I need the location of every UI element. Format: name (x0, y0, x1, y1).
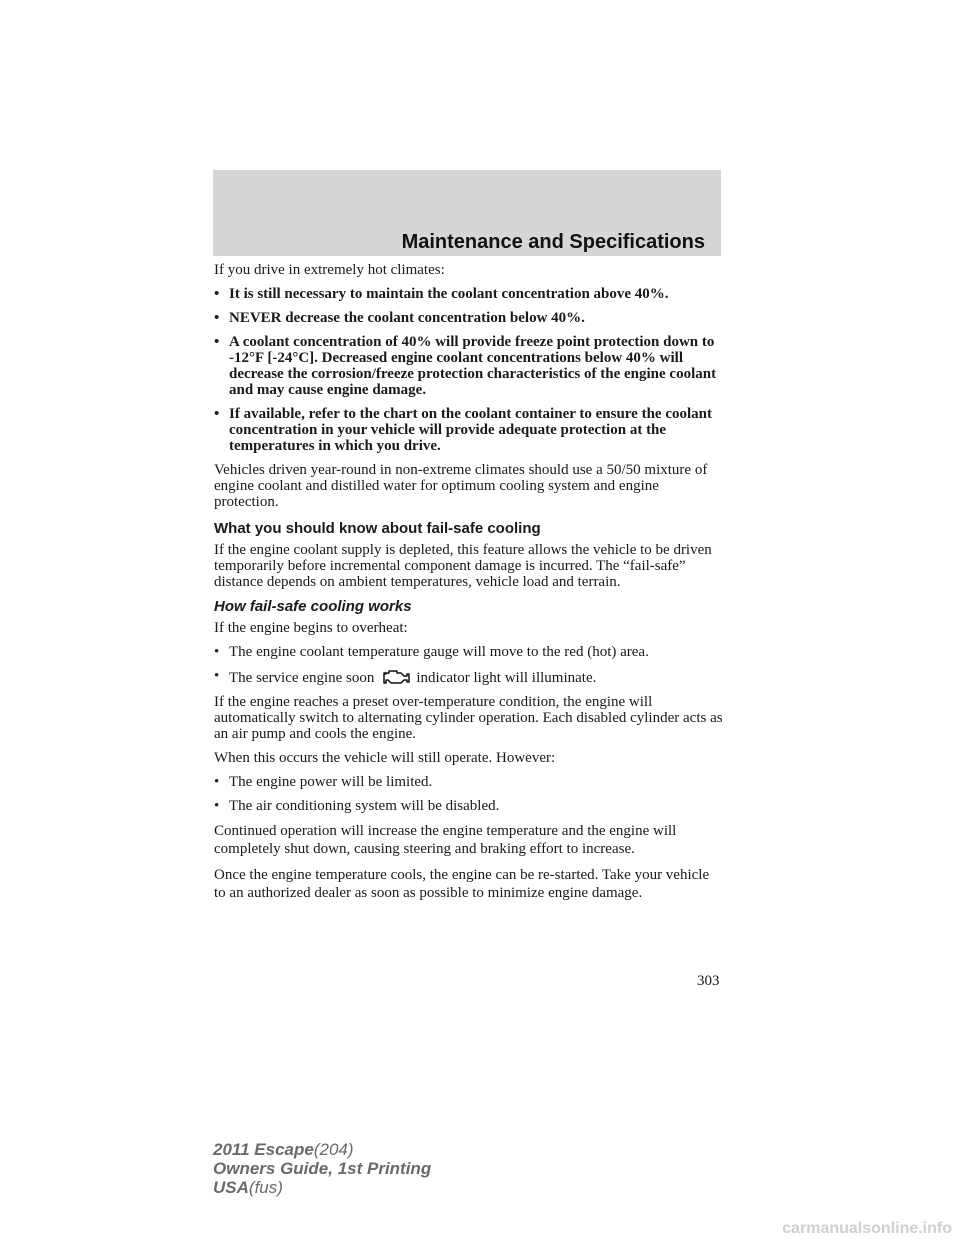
bullet-item: • The air conditioning system will be disabled. (214, 798, 724, 814)
failsafe-paragraph: If the engine coolant supply is depleted, this feature allows the vehicle to be driven temporarily before incremental component damage is incurred. The “fail-safe” distance depends on ambient temperatures, vehicle load and terrain. (214, 542, 712, 590)
watermark-text: carmanualsonline.info (782, 1220, 952, 1237)
footer-model-line (213, 1140, 431, 1159)
hot-climate-bullet-list (214, 286, 724, 454)
failsafe-heading: What you should know about fail-safe cooling (214, 520, 541, 537)
footer-guide: Owners Guide, 1st Printing (213, 1159, 432, 1178)
check-engine-icon (378, 668, 412, 686)
bullet-item: • The engine coolant temperature gauge will move to the red (hot) area. (214, 644, 724, 660)
footer-market: USA (213, 1178, 249, 1197)
bullet-text-after: indicator light will illuminate. (416, 670, 597, 686)
bullet-text-before: The service engine soon (229, 670, 375, 686)
restart-paragraph: Once the engine temperature cools, the engine can be re-started. Take your vehicle to an authorized dealer as soon as possible to minimize engine damage. (214, 867, 710, 901)
overheat-bullet-list (214, 644, 724, 686)
over-temp-paragraph: If the engine reaches a preset over-temperature condition, the engine will automatically switch to alternating cylinder operation. Each disabled cylinder acts as an air pump and cools the engine. (214, 694, 723, 742)
bullet-item: • A coolant concentration of 40% will provide freeze point protection down to -12°F [-24°C]. Decreased engine coolant concentrations below 40% will decrease the corrosion/freeze protection characteristics of the engine coolant and may cause engine damage. (214, 334, 724, 398)
operate-bullet-list (214, 774, 724, 814)
operate-intro: When this occurs the vehicle will still operate. However: (214, 750, 556, 766)
failsafe-subheading: How fail-safe cooling works (214, 598, 412, 615)
footer-market-line (213, 1178, 431, 1197)
bullet-item: • It is still necessary to maintain the coolant concentration above 40%. (214, 286, 724, 302)
footer-market-code: (fus) (248, 1178, 283, 1197)
continued-paragraph: Continued operation will increase the engine temperature and the engine will completely shut down, causing steering and braking effort to increase. (214, 823, 677, 857)
bullet-item-indicator (214, 668, 724, 686)
bullet-item: • If available, refer to the chart on the coolant container to ensure the coolant concentration in your vehicle will provide adequate protection at the temperatures in which you drive. (214, 406, 724, 454)
bullet-item: • NEVER decrease the coolant concentration below 40%. (214, 310, 724, 326)
section-title: Maintenance and Specifications (401, 231, 705, 253)
section-header-band (213, 170, 721, 256)
overheat-intro: If the engine begins to overheat: (214, 620, 408, 636)
footer-model: 2011 Escape (213, 1140, 314, 1159)
non-extreme-paragraph: Vehicles driven year-round in non-extreme climates should use a 50/50 mixture of engine coolant and distilled water for optimum cooling system and engine protection. (214, 462, 708, 510)
page-content (214, 262, 724, 910)
page-number: 303 (697, 973, 720, 989)
print-footer (213, 1140, 431, 1197)
bullet-item: • The engine power will be limited. (214, 774, 724, 790)
footer-model-code: (204) (313, 1140, 354, 1159)
intro-text: If you drive in extremely hot climates: (214, 262, 445, 278)
